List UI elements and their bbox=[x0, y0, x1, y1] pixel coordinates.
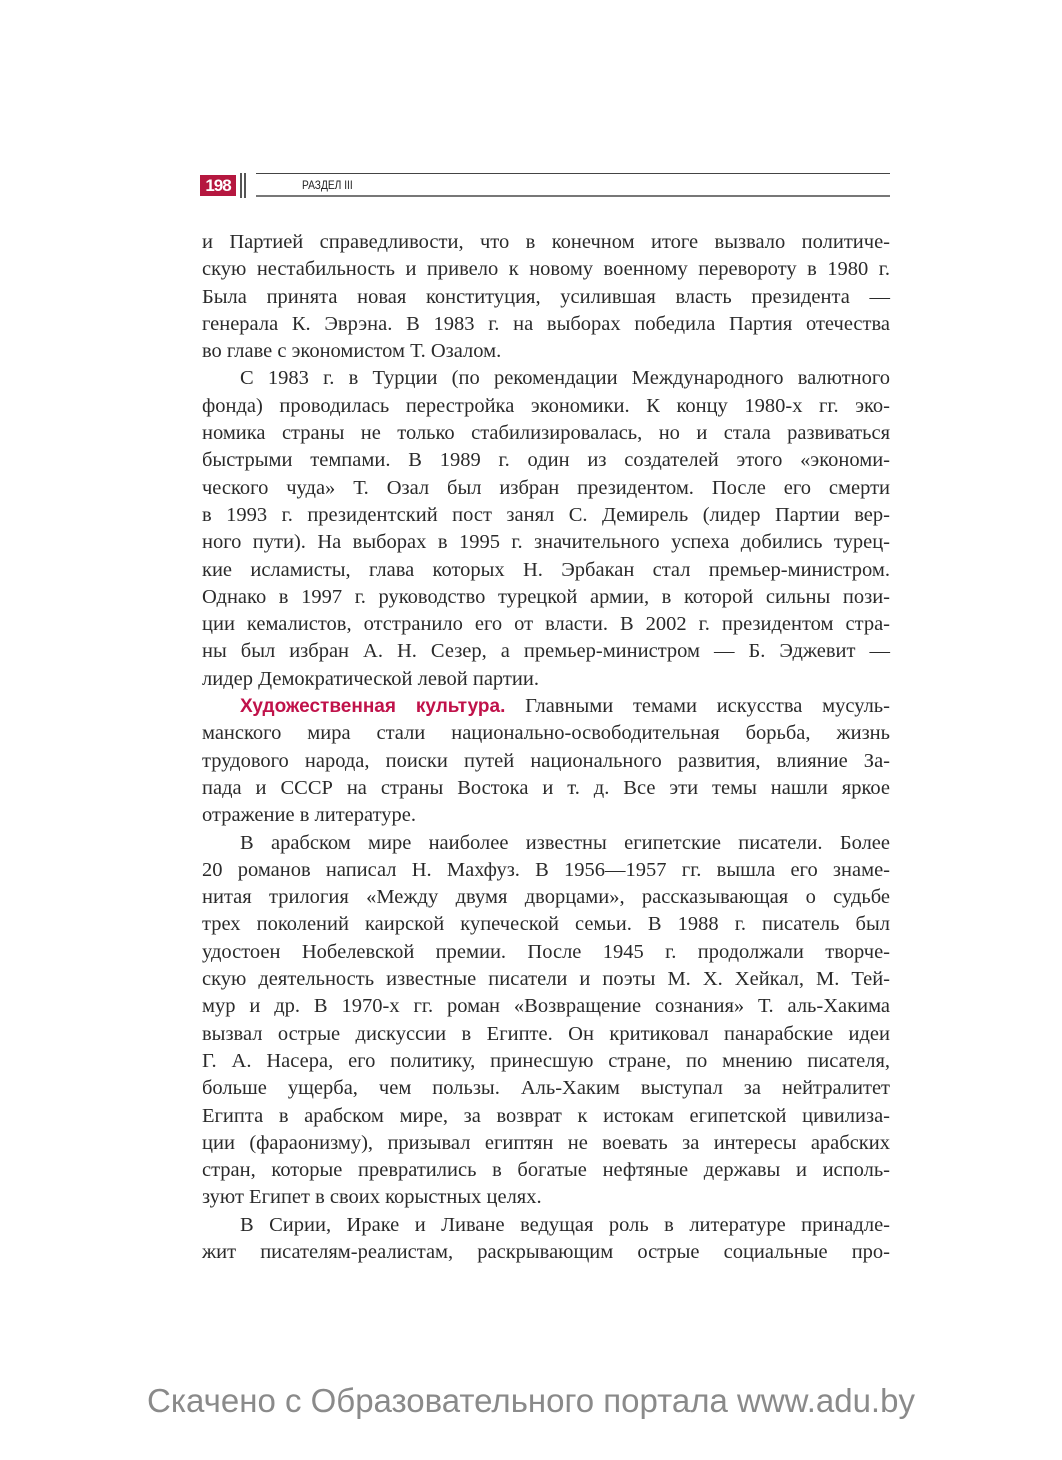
text-line: Была принята новая конституция, усилившая власть президента — bbox=[202, 285, 890, 308]
text-line: кие исламисты, глава которых Н. Эрбакан стал премьер-министром. bbox=[202, 558, 890, 581]
header-bar bbox=[244, 173, 246, 198]
text-line: отражение в литературе. bbox=[202, 804, 416, 827]
text-line: Г. А. Насера, его политику, принесшую стране, по мнению писателя, bbox=[202, 1049, 890, 1072]
text-span: Главными темами искусства мусуль- bbox=[505, 695, 890, 718]
text-line: ны был избран А. Н. Сезер, а премьер-министром — Б. Эджевит — bbox=[202, 640, 890, 663]
text-line: стран, которые превратились в богатые нефтяные державы и исполь- bbox=[202, 1159, 890, 1182]
body-text bbox=[202, 229, 890, 1266]
text-line: быстрыми темпами. В 1989 г. один из создателей этого «экономи- bbox=[202, 449, 890, 472]
text-line: скую деятельность известные писатели и поэты М. Х. Хейкал, М. Тей- bbox=[202, 968, 890, 991]
text-line: и Партией справедливости, что в конечном итоге вызвало политиче- bbox=[202, 231, 890, 253]
text-line: больше ущерба, чем пользы. Аль-Хаким выступал за нейтралитет bbox=[202, 1077, 890, 1100]
text-line: трех поколений каирской купеческой семьи. В 1988 г. писатель был bbox=[202, 913, 890, 936]
text-line: нитая трилогия «Между двумя дворцами», рассказывающая о судьбе bbox=[202, 886, 890, 909]
page-number-badge: 198 bbox=[200, 175, 236, 196]
header-bar bbox=[240, 173, 242, 198]
text-line: ческого чуда» Т. Озал был избран президентом. После его смерти bbox=[202, 476, 890, 499]
text-line: Однако в 1997 г. руководство турецкой армии, в которой сильны пози- bbox=[202, 585, 890, 608]
text-line bbox=[202, 693, 890, 720]
text-line: вызвал острые дискуссии в Египте. Он критиковал панарабские идеи bbox=[202, 1022, 890, 1045]
text-line: мур и др. В 1970-х гг. роман «Возвращение сознания» Т. аль-Хакима bbox=[202, 995, 890, 1018]
text-line: зуют Египет в своих корыстных целях. bbox=[202, 1186, 542, 1209]
text-line: В арабском мире наиболее известны египетские писатели. Более bbox=[240, 831, 890, 854]
text-line: в 1993 г. президентский пост занял С. Демирель (лидер Партии вер- bbox=[202, 503, 890, 526]
text-line: манского мира стали национально-освободительная борьба, жизнь bbox=[202, 722, 890, 745]
text-line: генерала К. Эврэна. В 1983 г. на выборах победила Партия отечества bbox=[202, 312, 890, 335]
text-line: лидер Демократической левой партии. bbox=[202, 667, 539, 690]
text-line: ции (фараонизму), призывал египтян не воевать за интересы арабских bbox=[202, 1131, 890, 1154]
section-heading: Художественная культура. bbox=[240, 696, 506, 718]
text-line: 20 романов написал Н. Махфуз. В 1956—1957 гг. вышла его знаме- bbox=[202, 858, 890, 881]
header-rule-top bbox=[256, 173, 890, 174]
text-line: В Сирии, Ираке и Ливане ведущая роль в литературе принадле- bbox=[240, 1213, 890, 1236]
text-line: скую нестабильность и привело к новому военному перевороту в 1980 г. bbox=[202, 258, 890, 281]
text-line: пада и СССР на страны Востока и т. д. Все эти темы нашли яркое bbox=[202, 776, 890, 799]
section-title: РАЗДЕЛ III bbox=[302, 178, 353, 192]
text-line: ции кемалистов, отстранило его от власти. В 2002 г. президентом стра- bbox=[202, 613, 890, 636]
text-line: удостоен Нобелевской премии. После 1945 г. продолжали творче- bbox=[202, 940, 890, 963]
text-line: ного пути). На выборах в 1995 г. значительного успеха добились турец- bbox=[202, 531, 890, 554]
text-line: во главе с экономистом Т. Озалом. bbox=[202, 340, 502, 363]
text-line: Египта в арабском мире, за возврат к истокам египетской цивилиза- bbox=[202, 1104, 890, 1127]
text-line: жит писателям-реалистам, раскрывающим острые социальные про- bbox=[202, 1240, 890, 1263]
text-line: фонда) проводилась перестройка экономики. К концу 1980-х гг. эко- bbox=[202, 394, 890, 417]
text-line: трудового народа, поиски путей национального развития, влияние За- bbox=[202, 749, 890, 772]
header-rule-bottom bbox=[256, 195, 890, 197]
watermark-link[interactable]: Скачено с Образовательного портала www.adu.by bbox=[147, 1382, 915, 1419]
text-line: номика страны не только стабилизировалась, но и стала развиваться bbox=[202, 422, 890, 445]
text-line: С 1983 г. в Турции (по рекомендации Международного валютного bbox=[240, 367, 890, 390]
